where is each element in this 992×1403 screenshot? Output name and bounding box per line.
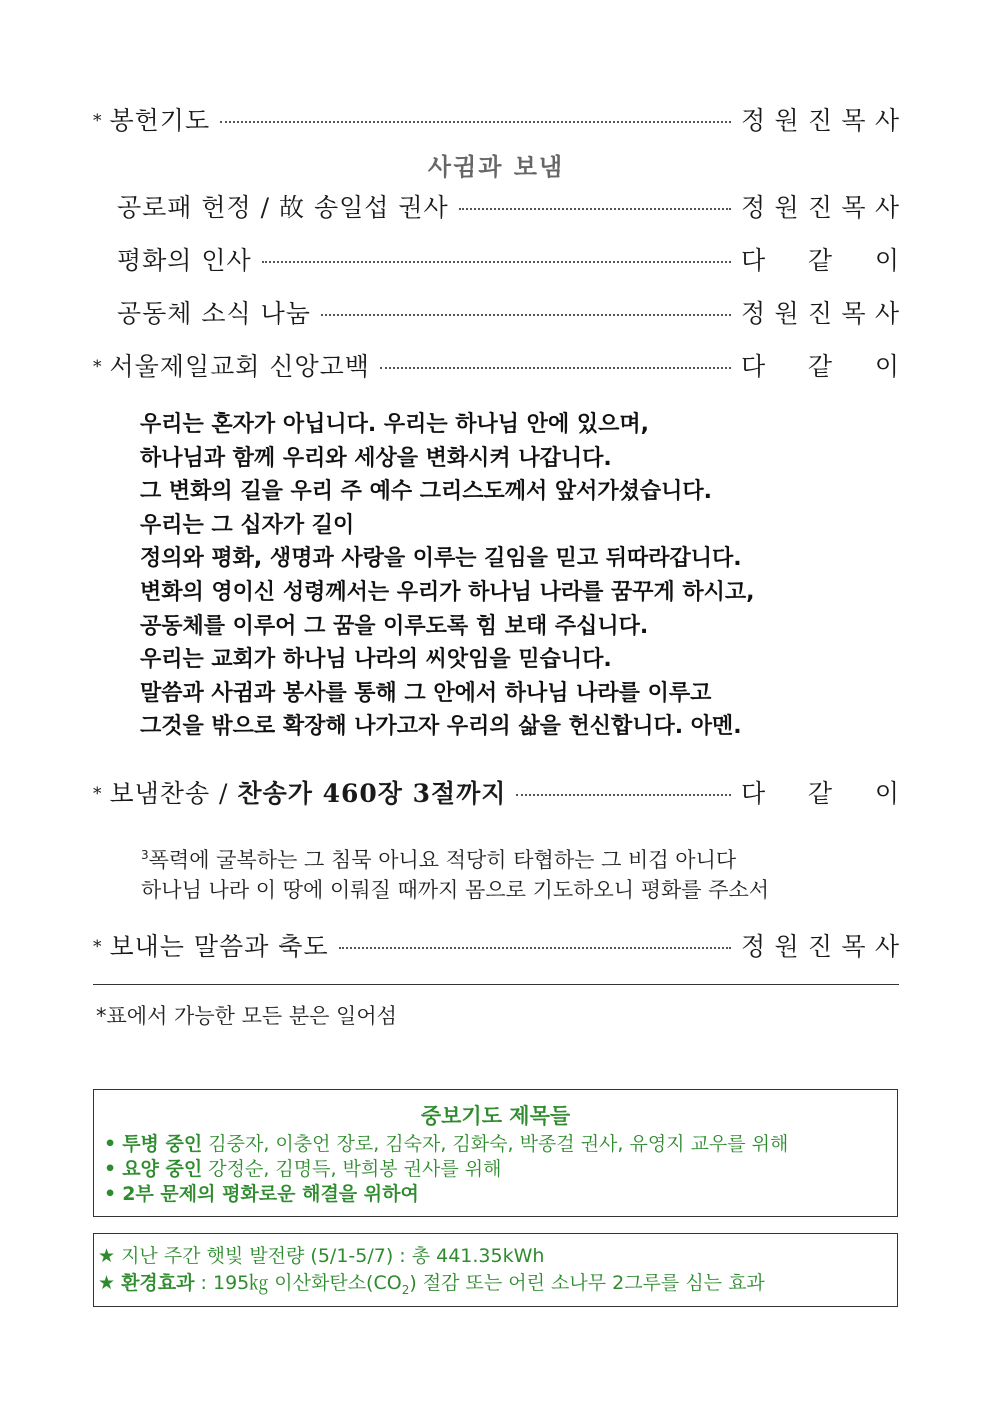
effect-text-a: : 195㎏ 이산화탄소(CO — [194, 1272, 402, 1294]
prayer-item-heading: 요양 중인 — [122, 1158, 203, 1180]
leader-char: 이 — [874, 779, 899, 808]
order-item-label: 서울제일교회 신앙고백 — [109, 352, 370, 381]
leader-char: 정 — [741, 299, 766, 328]
leader-char: 정 — [741, 932, 766, 961]
leader-char: 목 — [841, 299, 866, 328]
leader-char: 다 — [741, 352, 766, 381]
creed-line: 그것을 밖으로 확장해 나가고자 우리의 삶을 헌신합니다. 아멘. — [140, 714, 742, 740]
effect-text-b: ) 절감 또는 어린 소나무 2그루를 심는 효과 — [409, 1272, 765, 1294]
order-item-label: 공로패 헌정 / 故 송일섭 권사 — [117, 193, 449, 222]
bullet: • — [104, 1183, 117, 1205]
order-row-sending-hymn — [93, 772, 899, 812]
leader-char: 진 — [807, 106, 833, 135]
leader-dots — [516, 794, 731, 796]
order-item-leader — [741, 188, 899, 224]
effect-heading: 환경효과 — [121, 1272, 195, 1294]
leader-char: 목 — [841, 106, 866, 135]
prayer-box-title: 중보기도 제목들 — [420, 1104, 571, 1128]
leader-char: 이 — [874, 246, 899, 275]
bullet: • — [104, 1133, 117, 1155]
leader-char: 진 — [807, 299, 833, 328]
creed-line: 하나님과 함께 우리와 세상을 변화시켜 나갑니다. — [140, 445, 612, 471]
leader-char: 사 — [874, 299, 899, 328]
solar-output-line: ★ 지난 주간 햇빛 발전량 (5/1-5/7) : 총 441.35kWh — [98, 1245, 545, 1267]
hymn-prefix: 보냄찬송 / — [109, 779, 238, 808]
order-item-leader — [741, 241, 899, 277]
prayer-item-heading: 2부 문제의 평화로운 해결을 위하여 — [122, 1183, 419, 1205]
stand-marker: * — [93, 784, 102, 804]
order-item-leader — [741, 347, 899, 383]
creed-line: 말씀과 사귐과 봉사를 통해 그 안에서 하나님 나라를 이루고 — [140, 680, 712, 706]
leader-char: 다 — [741, 246, 766, 275]
standing-note: *표에서 가능한 모든 분은 일어섬 — [96, 1004, 397, 1028]
creed-line: 변화의 영이신 성령께서는 우리가 하나님 나라를 꿈꾸게 하시고, — [140, 579, 755, 605]
leader-char: 사 — [874, 193, 899, 222]
leader-char: 원 — [774, 106, 799, 135]
leader-char: 목 — [841, 932, 866, 961]
stand-marker: * — [93, 111, 102, 131]
leader-dots — [220, 121, 731, 123]
leader-char: 원 — [774, 299, 799, 328]
order-item-label — [110, 774, 507, 810]
prayer-topics-box — [93, 1089, 898, 1217]
order-item-leader — [741, 927, 899, 963]
leader-char: 정 — [741, 106, 766, 135]
creed-text — [140, 408, 755, 744]
order-row-plaque — [117, 186, 899, 226]
leader-char: 정 — [741, 193, 766, 222]
order-item-label: 평화의 인사 — [117, 246, 252, 275]
order-item-leader — [741, 774, 899, 810]
leader-dots — [339, 947, 731, 949]
leader-dots — [380, 367, 731, 369]
creed-line: 그 변화의 길을 우리 주 예수 그리스도께서 앞서가셨습니다. — [140, 479, 713, 505]
leader-char: 다 — [741, 779, 766, 808]
leader-char: 이 — [874, 352, 899, 381]
prayer-item — [94, 1182, 897, 1207]
verse-text: 폭력에 굴복하는 그 침묵 아니요 적당히 타협하는 그 비겁 아니다 — [148, 848, 737, 872]
prayer-item-text: 강정순, 김명득, 박희봉 권사를 위해 — [202, 1158, 502, 1180]
order-item-label: 보내는 말씀과 축도 — [109, 932, 329, 961]
creed-line: 공동체를 이루어 그 꿈을 이루도록 힘 보태 주십니다. — [140, 613, 649, 639]
co2-subscript: 2 — [401, 1282, 410, 1297]
leader-char: 같 — [807, 352, 833, 381]
divider — [93, 984, 899, 985]
leader-char: 원 — [774, 193, 799, 222]
order-item-label: 봉헌기도 — [109, 106, 211, 135]
prayer-item-text: 김중자, 이충언 장로, 김숙자, 김화숙, 박종걸 권사, 유영지 교우를 위해 — [202, 1133, 789, 1155]
leader-char: 사 — [874, 932, 899, 961]
bullet: • — [104, 1158, 117, 1180]
order-row-community-news — [117, 292, 899, 332]
prayer-item-heading: 투병 중인 — [122, 1133, 203, 1155]
order-item-label: 공동체 소식 나눔 — [117, 299, 311, 328]
leader-char: 진 — [807, 932, 833, 961]
leader-char: 같 — [807, 779, 833, 808]
leader-char: 목 — [841, 193, 866, 222]
stand-marker: * — [93, 357, 102, 377]
order-row-benediction — [93, 925, 899, 965]
creed-line: 우리는 교회가 하나님 나라의 씨앗임을 믿습니다. — [140, 647, 612, 673]
order-item-leader — [741, 101, 899, 137]
leader-dots — [321, 314, 731, 316]
leader-dots — [459, 208, 731, 210]
solar-info-box — [93, 1233, 898, 1307]
creed-line: 우리는 혼자가 아닙니다. 우리는 하나님 안에 있으며, — [140, 412, 649, 437]
section-title: 사귐과 보냄 — [427, 153, 565, 181]
order-row-offertory-prayer — [93, 99, 899, 139]
leader-char: 사 — [874, 106, 899, 135]
star-icon: ★ — [98, 1272, 122, 1294]
hymn-number: 찬송가 460장 3절까지 — [237, 779, 507, 808]
hymn-verse — [141, 840, 769, 905]
prayer-item — [94, 1132, 897, 1157]
creed-line: 정의와 평화, 생명과 사랑을 이루는 길임을 믿고 뒤따라갑니다. — [140, 546, 742, 572]
order-item-leader — [741, 294, 899, 330]
creed-line: 우리는 그 십자가 길이 — [140, 512, 355, 538]
verse-line-1 — [141, 840, 769, 875]
environment-effect-line — [94, 1270, 897, 1304]
order-row-peace-greeting — [117, 239, 899, 279]
order-row-confession — [93, 345, 899, 385]
leader-char: 같 — [807, 246, 833, 275]
verse-line-2: 하나님 나라 이 땅에 이뤄질 때까지 몸으로 기도하오니 평화를 주소서 — [141, 878, 770, 902]
leader-char: 진 — [807, 193, 833, 222]
stand-marker: * — [93, 937, 102, 957]
leader-char: 원 — [774, 932, 799, 961]
prayer-item — [94, 1157, 897, 1182]
verse-number: 3 — [141, 848, 149, 862]
leader-dots — [262, 261, 731, 263]
